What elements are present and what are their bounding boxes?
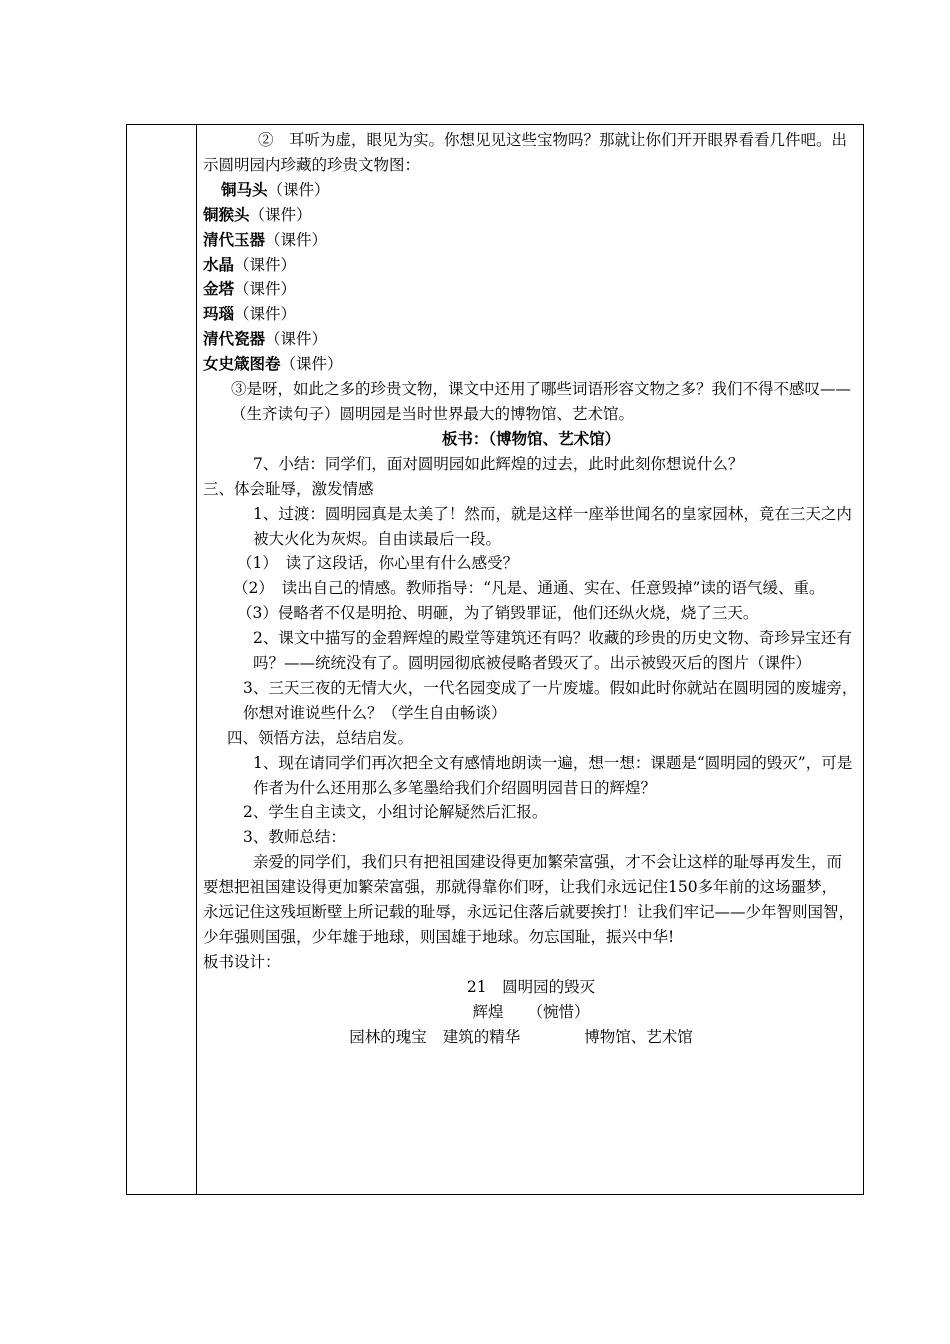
- relic-item: [203, 203, 859, 228]
- board-design-cell: 建筑的精华: [442, 1027, 521, 1046]
- paragraph-ruins: 3、三天三夜的无情大火，一代名园变成了一片废墟。假如此时你就站在圆明园的废墟旁，你想对谁说些什么？（学生自由畅谈）: [243, 678, 858, 722]
- relic-name: 女史箴图卷: [203, 354, 281, 374]
- paragraph-closing-3: 永远记住这残垣断壁上所记载的耻辱，永远记住落后就要挨打！让我们牢记——少年智则国智，少年强则国强，少年雄于地球，则国雄于地球。勿忘国耻，振兴中华!: [203, 903, 855, 946]
- paragraph-closing-1: 亲爱的同学们，我们只有把祖国建设得更加繁荣富强，才不会让这样的耻辱再发生，而: [253, 853, 843, 872]
- paragraph-feeling-1: （1） 读了这段话，你心里有什么感受？: [237, 554, 519, 573]
- relic-item: [203, 327, 859, 352]
- section-heading-three: 三、体会耻辱，激发情感: [203, 479, 374, 498]
- relic-item: [203, 228, 859, 253]
- relic-item: [203, 352, 859, 377]
- paragraph-closing-2: 要想把祖国建设得更加繁荣富强，那就得靠你们呀，让我们永远记住150多年前的这场噩梦，: [203, 878, 838, 897]
- relic-item: [203, 277, 859, 302]
- relic-name: 水晶: [203, 254, 235, 274]
- lesson-content-cell: [197, 125, 864, 1195]
- relic-note: （课件）: [234, 255, 297, 274]
- relic-note: （课件）: [265, 330, 328, 349]
- board-design-title: 21 圆明园的毁灭: [466, 977, 596, 996]
- paragraph-show-relics: 示圆明园内珍藏的珍贵文物图：: [203, 155, 421, 174]
- relic-note: （课件）: [280, 355, 343, 374]
- paragraph-summary: 7、小结：同学们，面对圆明园如此辉煌的过去，此时此刻你想说什么？: [253, 454, 744, 473]
- section-heading-four: 四、领悟方法，总结启发。: [227, 728, 414, 747]
- relic-note: （课件）: [267, 180, 330, 199]
- lesson-plan-table: [126, 124, 864, 1195]
- paragraph-teacher-summary: 3、教师总结：: [243, 828, 346, 847]
- relic-note: （课件）: [249, 205, 312, 224]
- relic-item: [203, 302, 859, 327]
- board-design-cell: 辉煌: [472, 1002, 504, 1021]
- paragraph-reread: 1、现在请同学们再次把全文有感情地朗读一遍，想一想：课题是“圆明园的毁灭”，可是作者为什么还用那么多笔墨给我们介绍圆明园昔日的辉煌？: [253, 753, 853, 797]
- relic-note: （课件）: [265, 230, 328, 249]
- board-design-label: 板书设计：: [203, 952, 281, 971]
- paragraph-relics-many: ③是呀，如此之多的珍贵文物，课文中还用了哪些词语形容文物之多？我们不得不感叹——（生齐读句子）圆明园是当时世界最大的博物馆、艺术馆。: [231, 380, 852, 423]
- paragraph-discuss: 2、学生自主读文，小组讨论解疑然后汇报。: [243, 803, 548, 822]
- board-design-row: [203, 1025, 859, 1050]
- paragraph-transition: 1、过渡：圆明园真是太美了！然而，就是这样一座举世闻名的皇家园林，竟在三天之内被大火化为灰烬。自由读最后一段。: [253, 504, 852, 548]
- board-design-cell: （惋惜）: [527, 1002, 590, 1021]
- relic-item: [203, 178, 859, 203]
- relic-item: [203, 253, 859, 278]
- relic-name: 铜猴头: [203, 204, 250, 224]
- board-design-row: [203, 1000, 859, 1025]
- paragraph-feeling-2: （2） 读出自己的情感。教师指导：“凡是、通通、实在、任意毁掉”读的语气缓、重。: [233, 579, 825, 598]
- relic-name: 玛瑙: [203, 304, 235, 324]
- relic-name: 金塔: [203, 279, 235, 299]
- relic-name: 铜马头: [221, 179, 268, 199]
- board-note-museum: 板书：（博物馆、艺术馆）: [441, 428, 621, 448]
- relic-note: （课件）: [234, 305, 297, 324]
- board-design-cell: 博物馆、艺术馆: [584, 1027, 693, 1046]
- paragraph-feeling-3: （3）侵略者不仅是明抢、明砸，为了销毁罪证，他们还纵火烧，烧了三天。: [237, 604, 759, 623]
- board-design-cell: 园林的瑰宝: [349, 1027, 427, 1046]
- relic-note: （课件）: [234, 280, 297, 299]
- relic-name: 清代玉器: [203, 229, 266, 249]
- paragraph-treasures-intro: ② 耳听为虚，眼见为实。你想见见这些宝物吗？那就让你们开开眼界看看几件吧。出: [258, 131, 848, 149]
- paragraph-destroyed: 2、课文中描写的金碧辉煌的殿堂等建筑还有吗？收藏的珍贵的历史文物、奇珍异宝还有吗？——统统没有了。圆明园彻底被侵略者毁灭了。出示被毁灭后的图片（课件）: [253, 629, 852, 673]
- relic-name: 清代瓷器: [203, 329, 266, 349]
- left-empty-column: [127, 125, 197, 1195]
